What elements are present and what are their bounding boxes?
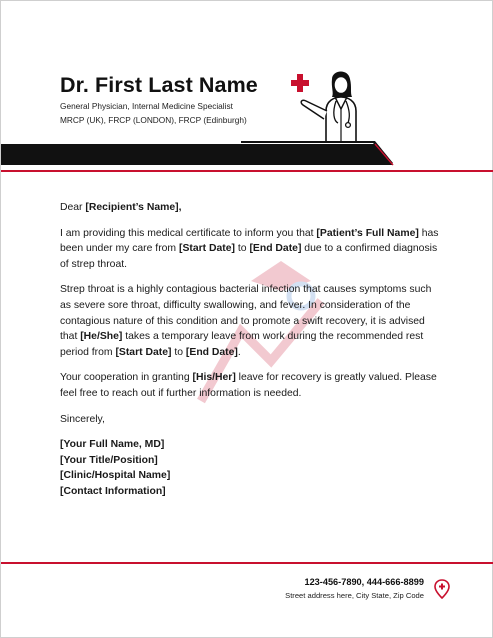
start-date-placeholder: [Start Date] bbox=[178, 243, 235, 255]
end-date-placeholder: [End Date] bbox=[249, 243, 302, 255]
p1-text-c: to bbox=[235, 243, 250, 255]
patient-name-placeholder: [Patient’s Full Name] bbox=[316, 227, 419, 239]
p2-text-a: Strep throat is a highly contagious bacterial infection that causes symptoms such as severe sore throat, difficulty swallowing, and fever. In consideration of the contagious nature of this condition and to promote a swift recovery, it is advised that bbox=[60, 284, 432, 343]
p2-text-d: . bbox=[237, 346, 241, 358]
pronoun-placeholder: [He/She] bbox=[80, 331, 123, 343]
end-date-placeholder: [End Date] bbox=[185, 346, 238, 358]
signature-clinic: [Clinic/Hospital Name] bbox=[60, 470, 171, 482]
location-pin-icon bbox=[434, 579, 450, 599]
p1-text-d: due to a confirmed diagnosis of strep throat. bbox=[60, 243, 438, 270]
doctor-illustration-icon bbox=[284, 67, 364, 143]
footer-address: Street address here, City State, Zip Code bbox=[285, 591, 424, 600]
closing: Sincerely, bbox=[60, 413, 105, 425]
p3-text-a: Your cooperation in granting bbox=[60, 372, 193, 384]
doctor-name: Dr. First Last Name bbox=[60, 73, 258, 97]
medical-cross-icon bbox=[291, 74, 309, 92]
signature-block bbox=[60, 437, 440, 499]
header-band bbox=[1, 141, 493, 175]
recipient-placeholder: [Recipient’s Name], bbox=[85, 202, 182, 213]
signature-title: [Your Title/Position] bbox=[60, 454, 158, 466]
signature-contact: [Contact Information] bbox=[60, 485, 166, 497]
doctor-specialty: General Physician, Internal Medicine Specialist bbox=[60, 101, 233, 111]
paragraph-1 bbox=[60, 226, 440, 273]
p2-text-b: takes a temporary leave from work during the recommended rest period from bbox=[60, 331, 424, 358]
paragraph-2 bbox=[60, 282, 440, 360]
footer-rule bbox=[1, 562, 493, 564]
salutation bbox=[60, 200, 440, 216]
salutation-prefix: Dear bbox=[60, 202, 86, 213]
letter-body bbox=[60, 200, 440, 500]
p2-text-c: to bbox=[171, 346, 186, 358]
paragraph-3 bbox=[60, 370, 440, 401]
doctor-credentials: MRCP (UK), FRCP (LONDON), FRCP (Edinburgh) bbox=[60, 115, 247, 125]
start-date-placeholder: [Start Date] bbox=[115, 346, 172, 358]
p3-text-b: leave for recovery is greatly valued. Please feel free to reach out if further information is needed. bbox=[60, 372, 437, 399]
pronoun-placeholder: [His/Her] bbox=[192, 372, 236, 384]
signature-name: [Your Full Name, MD] bbox=[60, 439, 165, 451]
p1-text-a: I am providing this medical certificate to inform you that bbox=[60, 227, 317, 239]
p1-text-b: has been under my care from bbox=[60, 227, 439, 255]
footer-phones: 123-456-7890, 444-666-8899 bbox=[304, 577, 424, 587]
